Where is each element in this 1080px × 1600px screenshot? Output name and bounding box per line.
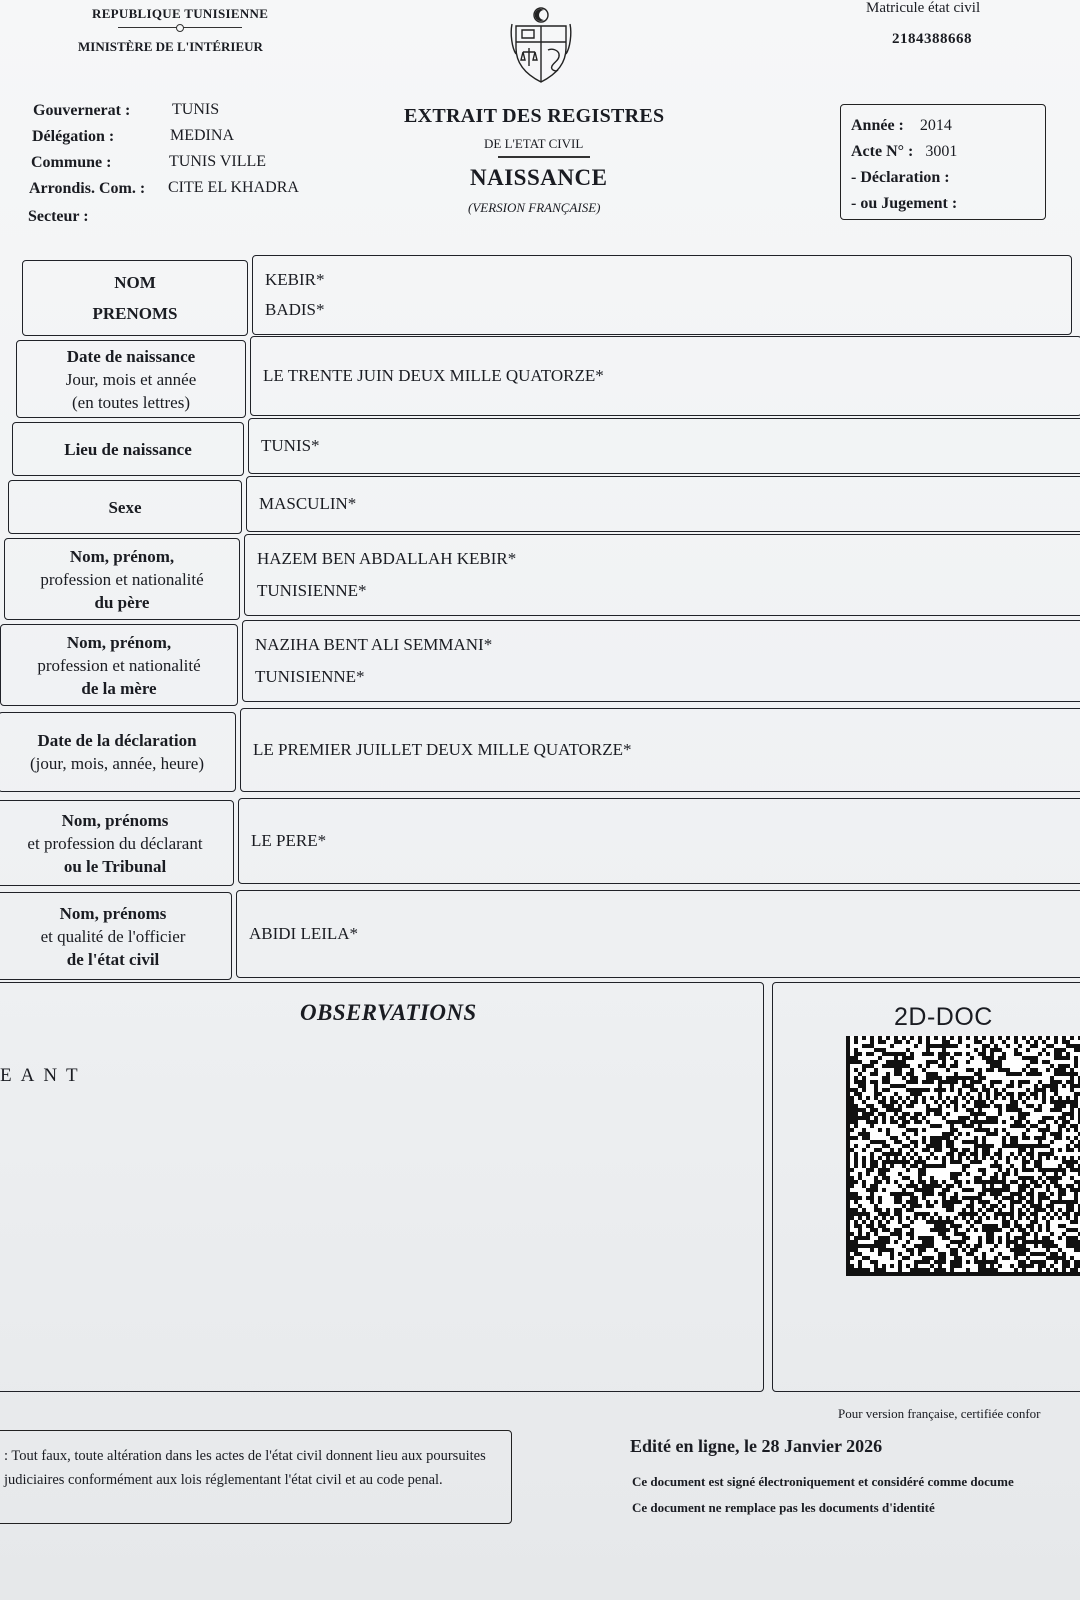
pere-suffix-label: du père [94,592,150,612]
commune-value: TUNIS VILLE [169,153,267,170]
legal-warning-text: : Tout faux, toute altération dans les actes de l'état civil donnent lieu aux poursuites judiciaires conformément aux lois réglementant l'état civil et au code penal. [4,1448,486,1488]
observations-value: EANT [0,1065,87,1086]
nom-prenoms-label-cell [22,260,248,336]
mere-label: Nom, prénom, [66,632,172,652]
date-naissance-value-cell [250,336,1080,416]
declaration-label-cell [0,712,236,792]
declaration-date-sublabel: (jour, mois, année, heure) [30,754,204,773]
edition-date: Edité en ligne, le 28 Janvier 2026 [630,1436,883,1456]
republique-heading: REPUBLIQUE TUNISIENNE [92,6,269,21]
jugement-type-label: - ou Jugement : [851,195,958,212]
arrondissement-value: CITE EL KHADRA [168,179,299,196]
arrondissement-label: Arrondis. Com. : [29,180,146,197]
delegation-value: MEDINA [170,127,234,144]
date-naissance-note: (en toutes lettres) [71,392,190,412]
officier-label-cell [0,892,232,980]
lieu-naissance-value-cell [248,418,1080,474]
certification-note: Pour version française, certifiée confor [838,1406,1041,1421]
nom-label: NOM [114,273,156,292]
prenoms-value: BADIS* [265,300,325,319]
date-naissance-label-cell [16,340,246,418]
doc2d-title: 2D-DOC [894,1003,993,1031]
secteur-label: Secteur : [28,208,89,225]
annee-label: Année : [851,117,904,134]
identity-disclaimer-note: Ce document ne remplace pas les documents d'identité [632,1500,935,1515]
mere-suffix-label: de la mère [81,678,157,698]
lieu-naissance-label: Lieu de naissance [64,439,192,459]
officier-label: Nom, prénoms [59,903,167,923]
sexe-value-cell [246,476,1080,532]
pere-label: Nom, prénom, [69,546,175,566]
gouvernerat-value: TUNIS [172,101,220,118]
declarant-label-cell [0,800,234,886]
declaration-date-label: Date de la déclaration [37,731,197,750]
mere-label-cell [0,624,238,706]
lieu-naissance-value: TUNIS* [261,436,320,455]
observations-box [0,982,764,1392]
sexe-label: Sexe [108,497,142,517]
gouvernerat-label: Gouvernerat : [33,102,131,119]
mere-nationality-value: TUNISIENNE* [255,667,365,686]
delegation-label: Délégation : [32,128,115,145]
matricule-value: 2184388668 [892,31,972,47]
commune-label: Commune : [31,154,112,171]
matricule-label: Matricule état civil [866,0,981,16]
mere-value-cell [242,620,1080,702]
declarant-tribunal-label: ou le Tribunal [63,856,167,876]
electronic-signature-note: Ce document est signé électroniquement et considéré comme docume [632,1474,1014,1489]
officier-value-cell [236,890,1080,978]
mere-sublabel: profession et nationalité [37,655,201,675]
pere-label-cell [4,538,240,620]
document-subtitle: DE L'ETAT CIVIL [484,136,584,151]
pere-nationality-value: TUNISIENNE* [257,581,367,600]
prenoms-label: PRENOMS [92,304,178,323]
officier-value: ABIDI LEILA* [249,924,359,943]
date-naissance-label: Date de naissance [66,346,196,366]
declarant-sublabel: et profession du déclarant [27,833,203,853]
acte-value: 3001 [925,143,958,160]
pere-sublabel: profession et nationalité [40,569,204,589]
sexe-value: MASCULIN* [259,494,357,513]
document-version: (VERSION FRANÇAISE) [468,200,601,215]
lieu-naissance-label-cell [12,422,244,476]
title-underline [498,156,590,158]
nom-prenoms-value-cell [252,255,1072,335]
declaration-value-cell [240,708,1080,792]
declaration-type-label: - Déclaration : [851,169,950,186]
nom-value: KEBIR* [265,270,325,289]
officier-sublabel: et qualité de l'officier [40,926,186,946]
acte-label: Acte N° : [851,143,914,160]
declarant-value: LE PERE* [251,831,327,850]
document-type: NAISSANCE [470,165,608,190]
date-naissance-value: LE TRENTE JUIN DEUX MILLE QUATORZE* [263,366,604,385]
acte-box [840,104,1046,220]
declarant-label: Nom, prénoms [61,810,169,830]
location-block [0,0,400,240]
officier-suffix-label: de l'état civil [66,949,160,969]
declarant-value-cell [238,798,1080,884]
mere-name-value: NAZIHA BENT ALI SEMMANI* [255,635,493,654]
observations-title: OBSERVATIONS [300,1000,477,1025]
ministere-heading: MINISTÈRE DE L'INTÉRIEUR [78,39,263,54]
pere-value-cell [244,534,1080,616]
date-naissance-sublabel: Jour, mois et année [65,369,197,389]
datamatrix-barcode-icon [846,1036,1080,1276]
annee-value: 2014 [919,117,952,134]
tunisia-coat-of-arms-icon [508,4,574,86]
declaration-date-value: LE PREMIER JUILLET DEUX MILLE QUATORZE* [253,740,632,759]
sexe-label-cell [8,480,242,534]
pere-name-value: HAZEM BEN ABDALLAH KEBIR* [257,549,517,568]
document-title: EXTRAIT DES REGISTRES [404,105,665,127]
